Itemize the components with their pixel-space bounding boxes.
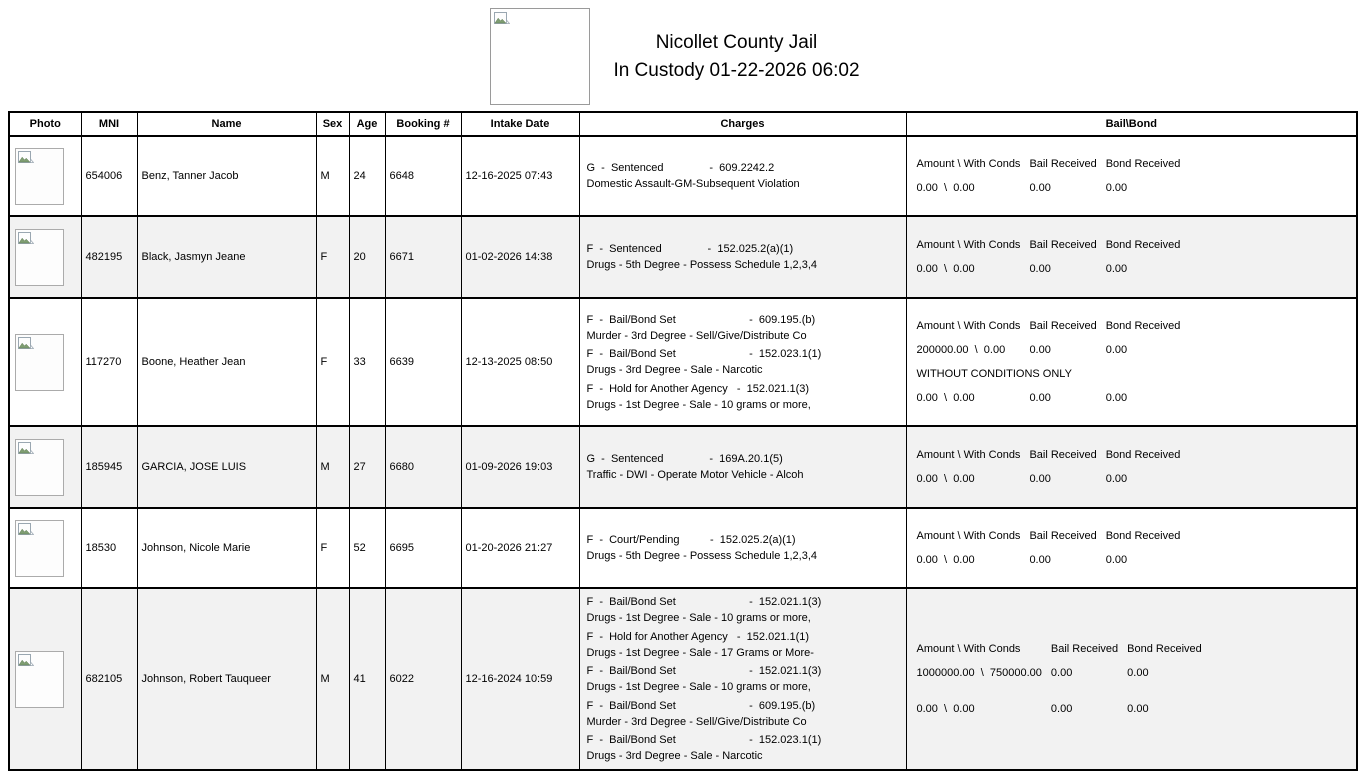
column-header-sex: Sex (316, 112, 349, 136)
name-cell: Boone, Heather Jean (137, 298, 316, 426)
charge-item (587, 698, 902, 730)
broken-image-icon (18, 442, 34, 461)
booking-number-cell: 6680 (385, 426, 461, 508)
bail-conditions-note: WITHOUT CONDITIONS ONLY (916, 368, 1072, 380)
inmate-row (9, 588, 1357, 770)
booking-number-cell: 6648 (385, 136, 461, 216)
broken-image-icon (18, 654, 34, 673)
report-title-line2: In Custody 01-22-2026 06:02 (613, 59, 860, 81)
inmate-row (9, 298, 1357, 426)
charges-cell (579, 298, 906, 426)
age-cell: 27 (349, 426, 385, 508)
bail-received-value: 0.00 (1029, 263, 1051, 275)
charge-status-statute: F - Hold for Another Agency - 152.021.1(3) (586, 382, 810, 395)
age-cell: 41 (349, 588, 385, 770)
bond-received-value: 0.00 (1105, 263, 1128, 275)
bond-header-received: Bond Received (1127, 643, 1202, 655)
name-cell: Johnson, Robert Tauqueer (137, 588, 316, 770)
charge-item (587, 532, 902, 564)
bail-received-value: 0.00 (1050, 703, 1073, 715)
charge-description: Drugs - 1st Degree - Sale - 10 grams or more, (586, 612, 811, 624)
broken-image-icon (18, 232, 34, 251)
bail-bond-cell (906, 508, 1357, 588)
charge-status-statute: F - Hold for Another Agency - 152.021.1(1) (586, 630, 810, 643)
sex-cell: F (316, 298, 349, 426)
charge-description: Drugs - 1st Degree - Sale - 10 grams or more, (586, 681, 811, 693)
bond-received-value: 0.00 (1105, 473, 1128, 485)
bond-received-value: 0.00 (1127, 667, 1149, 679)
charges-cell (579, 136, 906, 216)
photo-placeholder (15, 439, 64, 496)
charges-cell (579, 216, 906, 298)
photo-placeholder (15, 229, 64, 286)
charge-status-statute: G - Sentenced - 609.2242.2 (586, 162, 775, 174)
column-header-name: Name (137, 112, 316, 136)
age-cell: 20 (349, 216, 385, 298)
charge-item (587, 594, 902, 626)
photo-cell (9, 216, 81, 298)
charge-description: Domestic Assault-GM-Subsequent Violation (586, 178, 800, 190)
report-title (597, 29, 877, 85)
intake-date-cell: 12-16-2024 10:59 (461, 588, 579, 770)
report-title-line1: Nicollet County Jail (655, 31, 818, 53)
charges-cell (579, 508, 906, 588)
charge-item (587, 381, 902, 413)
booking-number-cell: 6022 (385, 588, 461, 770)
mni-cell: 682105 (81, 588, 137, 770)
charge-status-statute: G - Sentenced - 169A.20.1(5) (586, 453, 783, 465)
bail-header-amount: Amount \ With Conds (916, 320, 1021, 332)
sex-cell: M (316, 136, 349, 216)
column-header-mni: MNI (81, 112, 137, 136)
charge-item (587, 346, 902, 378)
charge-description: Drugs - 1st Degree - Sale - 17 Grams or More- (586, 646, 814, 659)
bond-received-value: 0.00 (1105, 344, 1128, 356)
column-header-booking-: Booking # (385, 112, 461, 136)
age-cell: 24 (349, 136, 385, 216)
broken-image-icon (18, 523, 34, 542)
photo-placeholder (15, 520, 64, 577)
sex-cell: M (316, 426, 349, 508)
charge-status-statute: F - Sentenced - 152.025.2(a)(1) (586, 243, 794, 255)
charge-item (587, 451, 902, 483)
charge-status-statute: F - Bail/Bond Set - 152.023.1(1) (586, 348, 822, 360)
photo-placeholder (15, 651, 64, 708)
bail-grid (917, 524, 1353, 572)
bail-spacer (917, 685, 1202, 697)
report-header (8, 8, 1358, 105)
bail-received-value: 0.00 (1029, 182, 1051, 194)
charges-cell (579, 426, 906, 508)
bail-grid (917, 443, 1353, 491)
charge-status-statute: F - Court/Pending - 152.025.2(a)(1) (586, 534, 796, 546)
broken-image-icon (18, 151, 34, 170)
photo-cell (9, 508, 81, 588)
photo-placeholder (15, 334, 64, 391)
column-header-row (9, 112, 1357, 136)
charge-description: Murder - 3rd Degree - Sell/Give/Distribute Co (586, 329, 807, 342)
broken-image-icon (494, 12, 510, 33)
charge-description: Drugs - 5th Degree - Possess Schedule 1,2,3,4 (586, 550, 818, 562)
mni-cell: 185945 (81, 426, 137, 508)
charge-status-statute: F - Bail/Bond Set - 152.023.1(1) (586, 734, 822, 746)
bail-received-value: 0.00 (1029, 554, 1051, 566)
bond-header-received: Bond Received (1105, 239, 1181, 251)
photo-cell (9, 426, 81, 508)
sex-cell: M (316, 588, 349, 770)
bail-received-value: 0.00 (1050, 667, 1073, 679)
column-header-photo: Photo (9, 112, 81, 136)
charge-description: Murder - 3rd Degree - Sell/Give/Distribute Co (586, 715, 807, 728)
photo-cell (9, 588, 81, 770)
bond-header-received: Bond Received (1105, 158, 1181, 170)
bail-amount-with-conds: 200000.00 \ 0.00 (916, 344, 1006, 356)
charge-status-statute: F - Bail/Bond Set - 152.021.1(3) (586, 665, 822, 677)
bail-amount-with-conds: 0.00 \ 0.00 (916, 182, 975, 194)
bond-header-received: Bond Received (1105, 449, 1181, 461)
name-cell: Johnson, Nicole Marie (137, 508, 316, 588)
column-header-charges: Charges (579, 112, 906, 136)
bail-header-received: Bail Received (1029, 239, 1097, 251)
charge-description: Drugs - 5th Degree - Possess Schedule 1,2,3,4 (586, 259, 818, 271)
bond-received-value: 0.00 (1127, 703, 1149, 715)
bail-bond-cell (906, 426, 1357, 508)
bail-bond-cell (906, 216, 1357, 298)
booking-number-cell: 6695 (385, 508, 461, 588)
bail-received-value: 0.00 (1029, 344, 1051, 356)
bail-received-value: 0.00 (1029, 473, 1051, 485)
charge-status-statute: F - Bail/Bond Set - 609.195.(b) (586, 699, 816, 712)
bail-header-received: Bail Received (1050, 643, 1119, 655)
bail-header-received: Bail Received (1029, 320, 1097, 332)
name-cell: Black, Jasmyn Jeane (137, 216, 316, 298)
bail-header-amount: Amount \ With Conds (916, 530, 1021, 542)
mni-cell: 654006 (81, 136, 137, 216)
charge-description: Drugs - 1st Degree - Sale - 10 grams or more, (586, 398, 811, 411)
inmate-row (9, 216, 1357, 298)
bail-grid (917, 314, 1353, 410)
bail-amount-with-conds: 0.00 \ 0.00 (916, 473, 975, 485)
charge-description: Traffic - DWI - Operate Motor Vehicle - Alcoh (586, 469, 804, 481)
bond-received-value: 0.00 (1105, 182, 1128, 194)
bail-grid (917, 152, 1353, 200)
charge-item (587, 629, 902, 661)
column-header-age: Age (349, 112, 385, 136)
mni-cell: 18530 (81, 508, 137, 588)
age-cell: 33 (349, 298, 385, 426)
inmate-row (9, 426, 1357, 508)
inmate-row (9, 508, 1357, 588)
bail-header-received: Bail Received (1029, 530, 1097, 542)
intake-date-cell: 12-13-2025 08:50 (461, 298, 579, 426)
bond-header-received: Bond Received (1105, 320, 1181, 332)
sex-cell: F (316, 508, 349, 588)
name-cell: GARCIA, JOSE LUIS (137, 426, 316, 508)
bail-grid (917, 233, 1353, 281)
bail-grid (917, 637, 1353, 721)
bail-amount-with-conds: 0.00 \ 0.00 (916, 554, 975, 566)
report-logo-placeholder (490, 8, 590, 105)
charge-description: Drugs - 3rd Degree - Sale - Narcotic (586, 364, 763, 376)
bail-bond-cell (906, 588, 1357, 770)
booking-number-cell: 6639 (385, 298, 461, 426)
charges-cell (579, 588, 906, 770)
charge-status-statute: F - Bail/Bond Set - 152.021.1(3) (586, 596, 822, 608)
inmate-row (9, 136, 1357, 216)
charge-item (587, 160, 902, 192)
mni-cell: 117270 (81, 298, 137, 426)
column-header-intake-date: Intake Date (461, 112, 579, 136)
bail-bond-cell (906, 136, 1357, 216)
charge-item (587, 732, 902, 764)
bail-header-amount: Amount \ With Conds (916, 239, 1021, 251)
charge-item (587, 663, 902, 695)
bond-received-value: 0.00 (1105, 392, 1128, 404)
bail-header-received: Bail Received (1029, 449, 1097, 461)
intake-date-cell: 01-09-2026 19:03 (461, 426, 579, 508)
charge-item (587, 241, 902, 273)
bail-amount-with-conds: 0.00 \ 0.00 (916, 263, 975, 275)
charge-description: Drugs - 3rd Degree - Sale - Narcotic (586, 750, 763, 762)
bond-header-received: Bond Received (1105, 530, 1181, 542)
charge-status-statute: F - Bail/Bond Set - 609.195.(b) (586, 313, 816, 326)
photo-cell (9, 136, 81, 216)
bail-amount-with-conds: 1000000.00 \ 750000.00 (916, 667, 1042, 679)
bail-received-value: 0.00 (1029, 392, 1051, 404)
booking-number-cell: 6671 (385, 216, 461, 298)
age-cell: 52 (349, 508, 385, 588)
broken-image-icon (18, 337, 34, 356)
mni-cell: 482195 (81, 216, 137, 298)
charge-item (587, 312, 902, 344)
name-cell: Benz, Tanner Jacob (137, 136, 316, 216)
bail-amount-with-conds: 0.00 \ 0.00 (916, 392, 975, 404)
bail-header-received: Bail Received (1029, 158, 1097, 170)
bail-amount-with-conds: 0.00 \ 0.00 (916, 703, 975, 715)
column-header-bail-bond: Bail\Bond (906, 112, 1357, 136)
sex-cell: F (316, 216, 349, 298)
photo-placeholder (15, 148, 64, 205)
bail-header-amount: Amount \ With Conds (916, 643, 1021, 655)
bail-bond-cell (906, 298, 1357, 426)
bond-received-value: 0.00 (1105, 554, 1128, 566)
intake-date-cell: 01-02-2026 14:38 (461, 216, 579, 298)
bail-header-amount: Amount \ With Conds (916, 158, 1021, 170)
intake-date-cell: 12-16-2025 07:43 (461, 136, 579, 216)
photo-cell (9, 298, 81, 426)
inmate-table-body (9, 136, 1357, 770)
bail-header-amount: Amount \ With Conds (916, 449, 1021, 461)
inmate-roster-table (8, 111, 1358, 771)
intake-date-cell: 01-20-2026 21:27 (461, 508, 579, 588)
